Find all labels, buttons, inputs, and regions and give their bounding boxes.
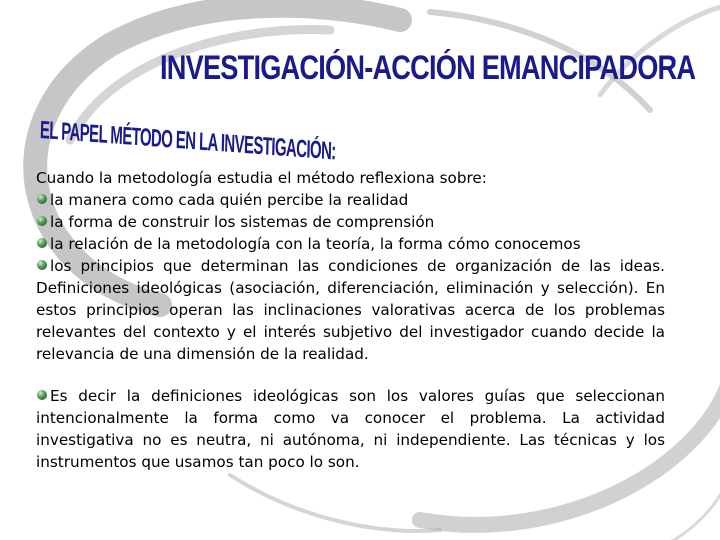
intro-line: Cuando la metodología estudia el método reflexiona sobre: bbox=[36, 169, 487, 187]
slide-subtitle: EL PAPEL MÉTODO EN LA INVESTIGACIÓN: bbox=[39, 116, 337, 166]
green-sphere-bullet-icon bbox=[37, 390, 47, 400]
bullet-item bbox=[36, 189, 665, 211]
bullet-text: la relación de la metodología con la teoría, la forma cómo conocemos bbox=[50, 235, 581, 253]
paragraph-text: Es decir la definiciones ideológicas son los valores guías que seleccionan intencionalmente la forma como va conocer el problema. La actividad investigativa no es neutra, ni autónoma, ni independiente. Las técnicas y los instrumentos que usamos tan poco lo son. bbox=[36, 387, 665, 471]
green-sphere-bullet-icon bbox=[37, 238, 47, 248]
bullet-item bbox=[36, 255, 665, 365]
bullet-item bbox=[36, 211, 665, 233]
green-sphere-bullet-icon bbox=[37, 194, 47, 204]
bullet-text: los principios que determinan las condiciones de organización de las ideas. Definiciones ideológicas (asociación, diferenciación, eliminación y selección). En estos principios operan las inclinaciones valorativas acerca de los problemas relevantes del contexto y el interés subjetivo del investigador cuando decide la relevancia de una dimensión de la realidad. bbox=[36, 257, 665, 363]
bullet-text: la forma de construir los sistemas de comprensión bbox=[50, 213, 435, 231]
bullet-item bbox=[36, 233, 665, 255]
slide-body bbox=[36, 167, 665, 473]
green-sphere-bullet-icon bbox=[37, 260, 47, 270]
bullet-text: la manera como cada quién percibe la realidad bbox=[50, 191, 409, 209]
green-sphere-bullet-icon bbox=[37, 216, 47, 226]
slide-title: INVESTIGACIÓN-ACCIÓN EMANCIPADORA bbox=[160, 49, 696, 87]
bullet-paragraph bbox=[36, 385, 665, 473]
